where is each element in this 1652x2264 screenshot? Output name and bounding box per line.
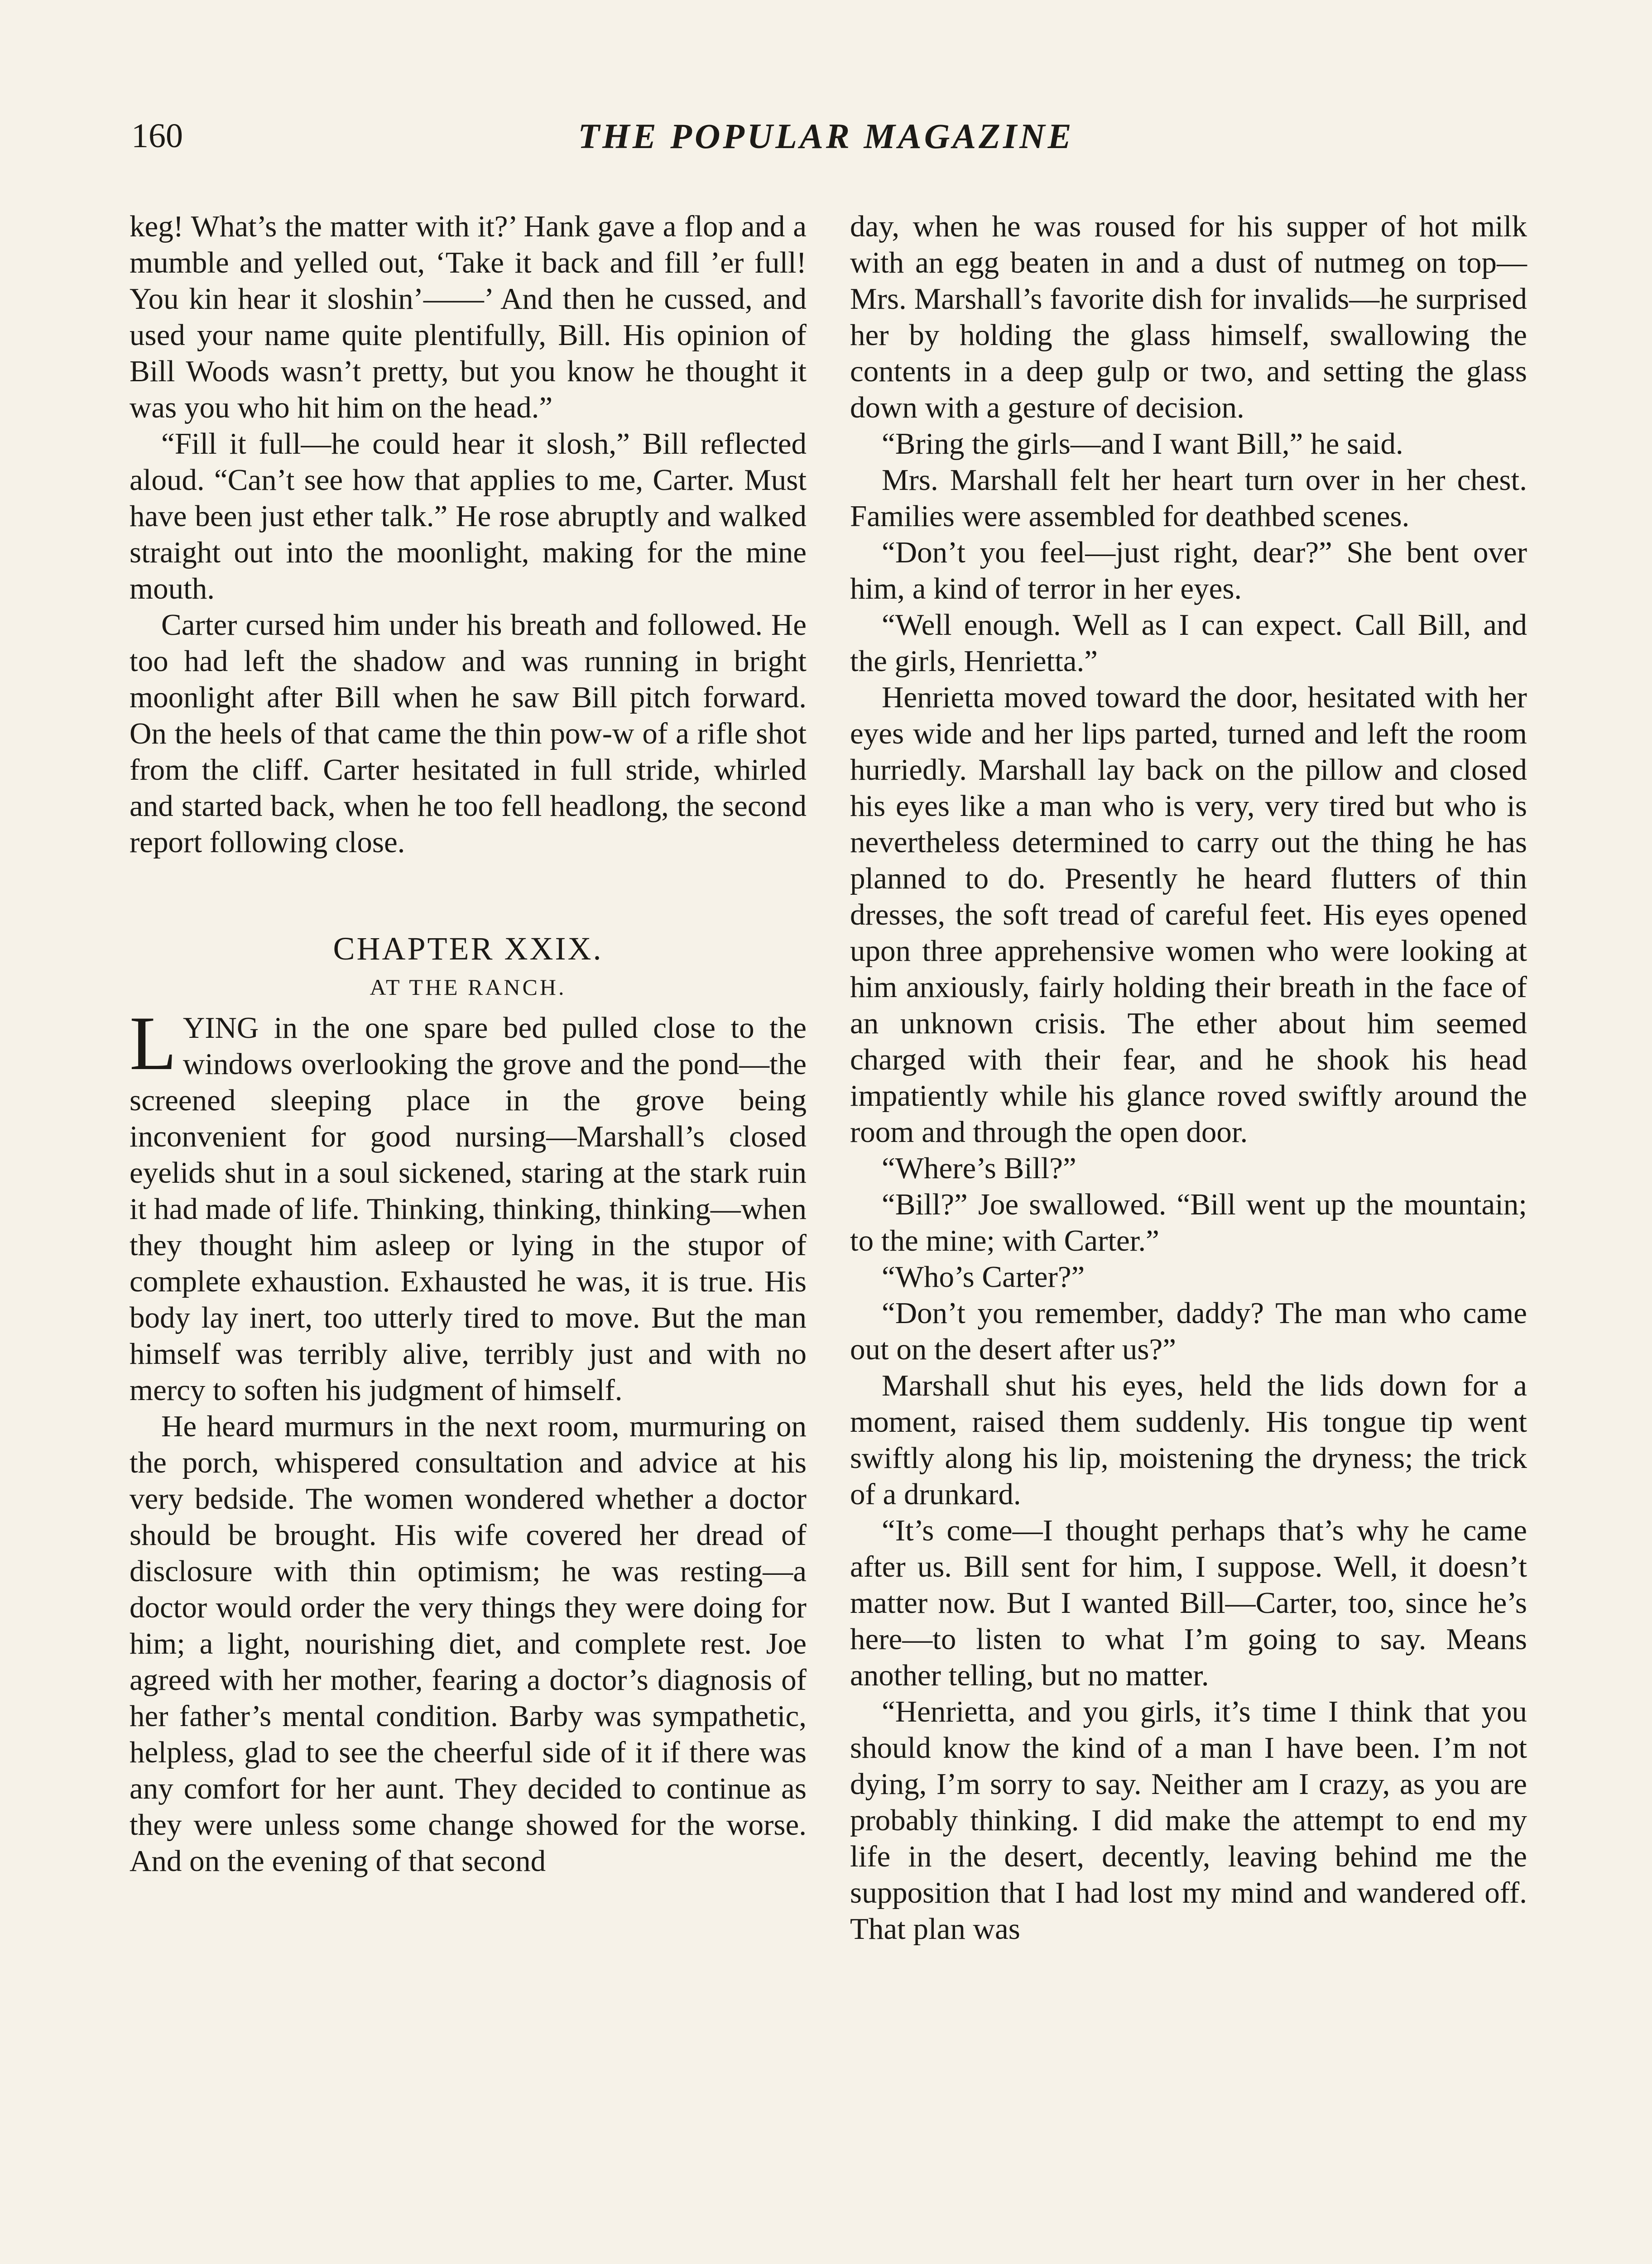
paragraph: “Well enough. Well as I can expect. Call Bill, and the girls, Henrietta.” [850, 608, 1527, 678]
paragraph-text: YING in the one spare bed pulled close to the windows overlooking the grove and the pond—the screened sleeping place in the grove being inconvenient for good nursing—Marshall’s closed eyelids shut in a soul sickened, staring at the stark ruin it had made of life. Thinking, thinking, thinking—when they thought him asleep or lying in the stupor of complete exhaustion. Exhausted he was, it is true. His body lay inert, too utterly tired to move. But the man himself was terribly alive, terribly just and with no mercy to soften his judgment of himself. [130, 1011, 807, 1407]
paragraph: Mrs. Marshall felt her heart turn over in her chest. Families were assembled for deathbed scenes. [850, 463, 1527, 533]
paragraph: Henrietta moved toward the door, hesitated with her eyes wide and her lips parted, turned and left the room hurriedly. Marshall lay back on the pillow and closed his eyes like a man who is very, very tired but who is nevertheless determined to carry out the thing he has planned to do. Presently he heard flutters of thin dresses, the soft tread of careful feet. His eyes opened upon three apprehensive women who were looking at him anxiously, fairly holding their breath in the face of an unknown crisis. The ether about him seemed charged with their fear, and he shook his head impatiently while his glance roved swiftly around the room and through the open door. [850, 681, 1527, 1149]
page-number: 160 [131, 117, 183, 155]
chapter-subtitle: AT THE RANCH. [370, 974, 567, 1000]
paragraph: “Henrietta, and you girls, it’s time I think that you should know the kind of a man I have been. I’m not dying, I’m sorry to say. Neither am I crazy, as you are probably thinking. I did make the attempt to end my life in the desert, decently, leaving behind me the supposition that I had lost my mind and wandered off. That plan was [850, 1695, 1527, 1946]
paragraph: “Bill?” Joe swallowed. “Bill went up the mountain; to the mine; with Carter.” [850, 1188, 1527, 1257]
right-column [850, 208, 1527, 1947]
paragraph: “Don’t you remember, daddy? The man who came out on the desert after us?” [850, 1296, 1527, 1366]
paragraph: “Fill it full—he could hear it slosh,” Bill reflected aloud. “Can’t see how that applies to me, Carter. Must have been just ether talk.” He rose abruptly and walked straight out into the moonlight, making for the mine mouth. [130, 427, 807, 605]
left-column [130, 208, 807, 1879]
drop-cap: L [130, 1001, 177, 1086]
chapter-title: CHAPTER XXIX. [333, 931, 603, 967]
paragraph: “Don’t you feel—just right, dear?” She bent over him, a kind of terror in her eyes. [850, 536, 1527, 605]
running-title: THE POPULAR MAGAZINE [578, 116, 1074, 156]
paragraph: Carter cursed him under his breath and followed. He too had left the shadow and was running in bright moonlight after Bill when he saw Bill pitch forward. On the heels of that came the thin pow-w of a rifle shot from the cliff. Carter hesitated in full stride, whirled and started back, when he too fell headlong, the second report following close. [130, 608, 807, 859]
paragraph: “Where’s Bill?” [882, 1151, 1076, 1185]
paragraph: “It’s come—I thought perhaps that’s why he came after us. Bill sent for him, I suppose. Well, it doesn’t matter now. But I wanted Bill—Carter, too, since he’s here—to listen to what I’m going to say. Means another telling, but no matter. [850, 1514, 1527, 1692]
paragraph: “Who’s Carter?” [882, 1260, 1085, 1294]
paragraph: He heard murmurs in the next room, murmuring on the porch, whispered consultation and advice at his very bedside. The women wondered whether a doctor should be brought. His wife covered her dread of disclosure with thin optimism; he was resting—a doctor would order the very things they were doing for him; a light, nourishing diet, and complete rest. Joe agreed with her mother, fearing a doctor’s diagnosis of her father’s mental condition. Barby was sympathetic, helpless, glad to see the cheerful side of it if there was any comfort for her aunt. They decided to continue as they were unless some change showed for the worse. And on the evening of that second [130, 1410, 807, 1878]
paragraph: day, when he was roused for his supper of hot milk with an egg beaten in and a dust of nutmeg on top—Mrs. Marshall’s favorite dish for invalids—he surprised her by holding the glass himself, swallowing the contents in a deep gulp or two, and setting the glass down with a gesture of decision. [850, 210, 1527, 424]
paragraph: keg! What’s the matter with it?’ Hank gave a flop and a mumble and yelled out, ‘Take it back and fill ’er full! You kin hear it sloshin’——’ And then he cussed, and used your name quite plentifully, Bill. His opinion of Bill Woods wasn’t pretty, but you know he thought it was you who hit him on the head.” [130, 210, 807, 424]
paragraph: “Bring the girls—and I want Bill,” he said. [882, 427, 1403, 460]
dropcap-paragraph [130, 1001, 807, 1408]
paragraph: Marshall shut his eyes, held the lids down for a moment, raised them suddenly. His tongue tip went swiftly along his lip, moistening the dryness; the trick of a drunkard. [850, 1369, 1527, 1511]
